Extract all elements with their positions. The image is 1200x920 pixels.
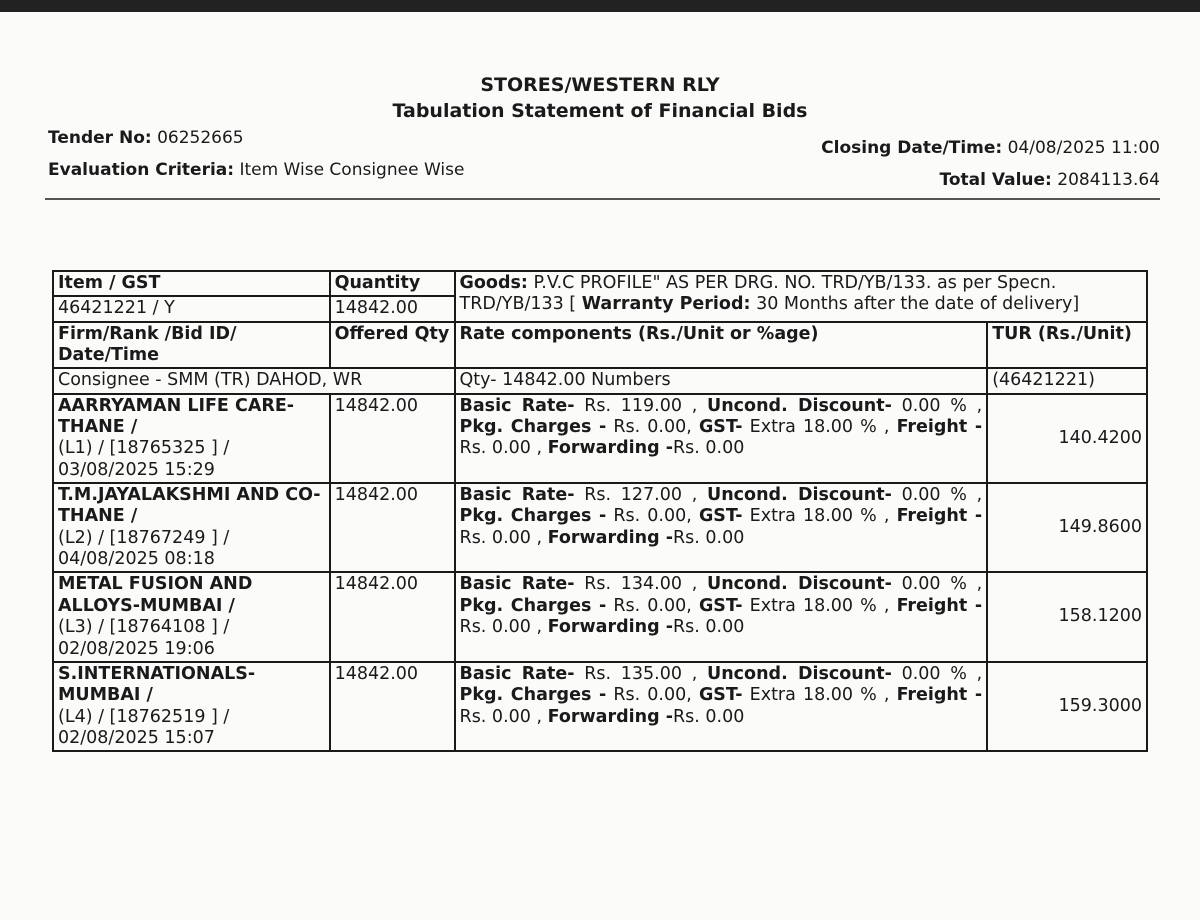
pkg-charges-label: Pkg. Charges - bbox=[459, 506, 607, 527]
bid-row bbox=[53, 394, 1147, 483]
criteria-label: Evaluation Criteria: bbox=[48, 160, 235, 180]
rank-bid-id: (L3) / [18764108 ] / bbox=[58, 617, 230, 638]
freight-value: Rs. 0.00 , bbox=[459, 706, 543, 727]
firm-cell bbox=[53, 572, 330, 661]
uncond-discount-label: Uncond. Discount- bbox=[707, 574, 892, 595]
offered-qty: 14842.00 bbox=[330, 662, 455, 751]
firm-header: Firm/Rank /Bid ID/ Date/Time bbox=[53, 322, 330, 369]
item-gst-value: 46421221 / Y bbox=[53, 296, 330, 321]
pkg-charges-value: Rs. 0.00, bbox=[613, 595, 692, 616]
freight-value: Rs. 0.00 , bbox=[459, 617, 543, 638]
bid-datetime: 03/08/2025 15:29 bbox=[58, 459, 215, 480]
offered-qty: 14842.00 bbox=[330, 572, 455, 661]
rank-bid-id: (L4) / [18762519 ] / bbox=[58, 706, 230, 727]
rate-components bbox=[455, 572, 988, 661]
evaluation-criteria bbox=[48, 160, 464, 180]
rate-components bbox=[455, 662, 988, 751]
warranty-label: Warranty Period: bbox=[581, 294, 751, 315]
warranty-text: 30 Months after the date of delivery] bbox=[756, 294, 1080, 315]
freight-label: Freight - bbox=[896, 595, 983, 616]
offered-qty-header: Offered Qty bbox=[330, 322, 455, 369]
freight-label: Freight - bbox=[896, 506, 983, 527]
rate-components-header: Rate components (Rs./Unit or %age) bbox=[455, 322, 988, 369]
offered-qty: 14842.00 bbox=[330, 483, 455, 572]
consignee-row bbox=[53, 368, 1147, 393]
pkg-charges-value: Rs. 0.00, bbox=[613, 417, 692, 438]
firm-name: S.INTERNATIONALS-MUMBAI / bbox=[58, 663, 256, 706]
uncond-discount-label: Uncond. Discount- bbox=[707, 395, 892, 416]
rank-bid-id: (L1) / [18765325 ] / bbox=[58, 438, 230, 459]
tur-header: TUR (Rs./Unit) bbox=[987, 322, 1147, 369]
forwarding-label: Forwarding - bbox=[547, 617, 673, 638]
gst-value: Extra 18.00 % , bbox=[749, 506, 890, 527]
freight-value: Rs. 0.00 , bbox=[459, 527, 543, 548]
firm-name: METAL FUSION AND ALLOYS-MUMBAI / bbox=[58, 574, 253, 616]
pkg-charges-label: Pkg. Charges - bbox=[459, 417, 607, 438]
basic-rate-value: Rs. 134.00 , bbox=[584, 574, 698, 595]
quantity-header: Quantity bbox=[330, 271, 455, 296]
bid-datetime: 02/08/2025 19:06 bbox=[58, 638, 215, 659]
gst-value: Extra 18.00 % , bbox=[749, 685, 890, 706]
rate-components bbox=[455, 394, 988, 483]
firm-cell bbox=[53, 394, 330, 483]
rate-components bbox=[455, 483, 988, 572]
consignee-code: (46421221) bbox=[987, 368, 1147, 393]
tender-number bbox=[48, 128, 244, 148]
offered-qty: 14842.00 bbox=[330, 394, 455, 483]
top-bar bbox=[0, 0, 1200, 12]
forwarding-label: Forwarding - bbox=[547, 438, 673, 459]
firm-name: AARRYAMAN LIFE CARE-THANE / bbox=[58, 395, 295, 438]
item-gst-header: Item / GST bbox=[53, 271, 330, 296]
forwarding-value: Rs. 0.00 bbox=[672, 527, 745, 548]
goods-description bbox=[455, 271, 1147, 322]
tender-label: Tender No: bbox=[48, 128, 152, 148]
bid-datetime: 02/08/2025 15:07 bbox=[58, 727, 215, 748]
document-title: Tabulation Statement of Financial Bids bbox=[392, 100, 808, 122]
firm-cell bbox=[53, 483, 330, 572]
bid-datetime: 04/08/2025 08:18 bbox=[58, 549, 215, 570]
tender-value: 06252665 bbox=[157, 128, 244, 148]
uncond-discount-label: Uncond. Discount- bbox=[707, 663, 892, 684]
firm-cell bbox=[53, 662, 330, 751]
pkg-charges-label: Pkg. Charges - bbox=[459, 595, 607, 616]
uncond-discount-value: 0.00 % , bbox=[901, 663, 983, 684]
rank-bid-id: (L2) / [18767249 ] / bbox=[58, 527, 230, 548]
forwarding-value: Rs. 0.00 bbox=[672, 706, 745, 727]
tur-value: 140.4200 bbox=[987, 394, 1147, 483]
pkg-charges-value: Rs. 0.00, bbox=[613, 685, 692, 706]
goods-label: Goods: bbox=[459, 273, 528, 293]
closing-label: Closing Date/Time: bbox=[821, 138, 1003, 158]
total-label: Total Value: bbox=[939, 170, 1052, 190]
pkg-charges-value: Rs. 0.00, bbox=[613, 506, 692, 527]
freight-label: Freight - bbox=[896, 417, 983, 438]
org-title: STORES/WESTERN RLY bbox=[480, 74, 720, 96]
quantity-value: 14842.00 bbox=[330, 296, 455, 321]
financial-bids-table bbox=[52, 270, 1148, 752]
basic-rate-label: Basic Rate- bbox=[459, 663, 575, 684]
basic-rate-label: Basic Rate- bbox=[459, 395, 575, 416]
freight-label: Freight - bbox=[896, 685, 983, 706]
uncond-discount-value: 0.00 % , bbox=[901, 574, 983, 595]
forwarding-label: Forwarding - bbox=[547, 527, 673, 548]
goods-text: P.V.C PROFILE" AS PER DRG. NO. TRD/YB/133. as per Specn. TRD/YB/133 [ bbox=[459, 273, 1057, 315]
uncond-discount-value: 0.00 % , bbox=[901, 395, 983, 416]
basic-rate-label: Basic Rate- bbox=[459, 574, 575, 595]
tur-value: 158.1200 bbox=[987, 572, 1147, 661]
bid-column-header-row bbox=[53, 322, 1147, 369]
gst-label: GST- bbox=[698, 595, 743, 616]
consignee-name: Consignee - SMM (TR) DAHOD, WR bbox=[53, 368, 455, 393]
uncond-discount-value: 0.00 % , bbox=[901, 485, 983, 506]
gst-value: Extra 18.00 % , bbox=[749, 417, 890, 438]
forwarding-value: Rs. 0.00 bbox=[672, 438, 745, 459]
item-header-row bbox=[53, 271, 1147, 296]
bid-row bbox=[53, 572, 1147, 661]
bid-row bbox=[53, 662, 1147, 751]
closing-datetime bbox=[821, 138, 1160, 158]
tur-value: 159.3000 bbox=[987, 662, 1147, 751]
uncond-discount-label: Uncond. Discount- bbox=[707, 485, 892, 506]
header-divider bbox=[45, 198, 1160, 200]
closing-value: 04/08/2025 11:00 bbox=[1007, 138, 1160, 158]
firm-name: T.M.JAYALAKSHMI AND CO-THANE / bbox=[58, 485, 321, 527]
pkg-charges-label: Pkg. Charges - bbox=[459, 685, 607, 706]
basic-rate-value: Rs. 135.00 , bbox=[584, 663, 698, 684]
forwarding-value: Rs. 0.00 bbox=[672, 617, 745, 638]
total-amount: 2084113.64 bbox=[1057, 170, 1160, 190]
gst-label: GST- bbox=[698, 506, 743, 527]
basic-rate-value: Rs. 119.00 , bbox=[584, 395, 698, 416]
gst-label: GST- bbox=[698, 417, 743, 438]
gst-label: GST- bbox=[698, 685, 743, 706]
basic-rate-label: Basic Rate- bbox=[459, 485, 575, 506]
bid-row bbox=[53, 483, 1147, 572]
criteria-value: Item Wise Consignee Wise bbox=[239, 160, 465, 180]
tur-value: 149.8600 bbox=[987, 483, 1147, 572]
consignee-qty: Qty- 14842.00 Numbers bbox=[455, 368, 988, 393]
basic-rate-value: Rs. 127.00 , bbox=[584, 485, 698, 506]
gst-value: Extra 18.00 % , bbox=[749, 595, 890, 616]
total-value bbox=[940, 170, 1160, 190]
freight-value: Rs. 0.00 , bbox=[459, 438, 543, 459]
forwarding-label: Forwarding - bbox=[547, 706, 673, 727]
